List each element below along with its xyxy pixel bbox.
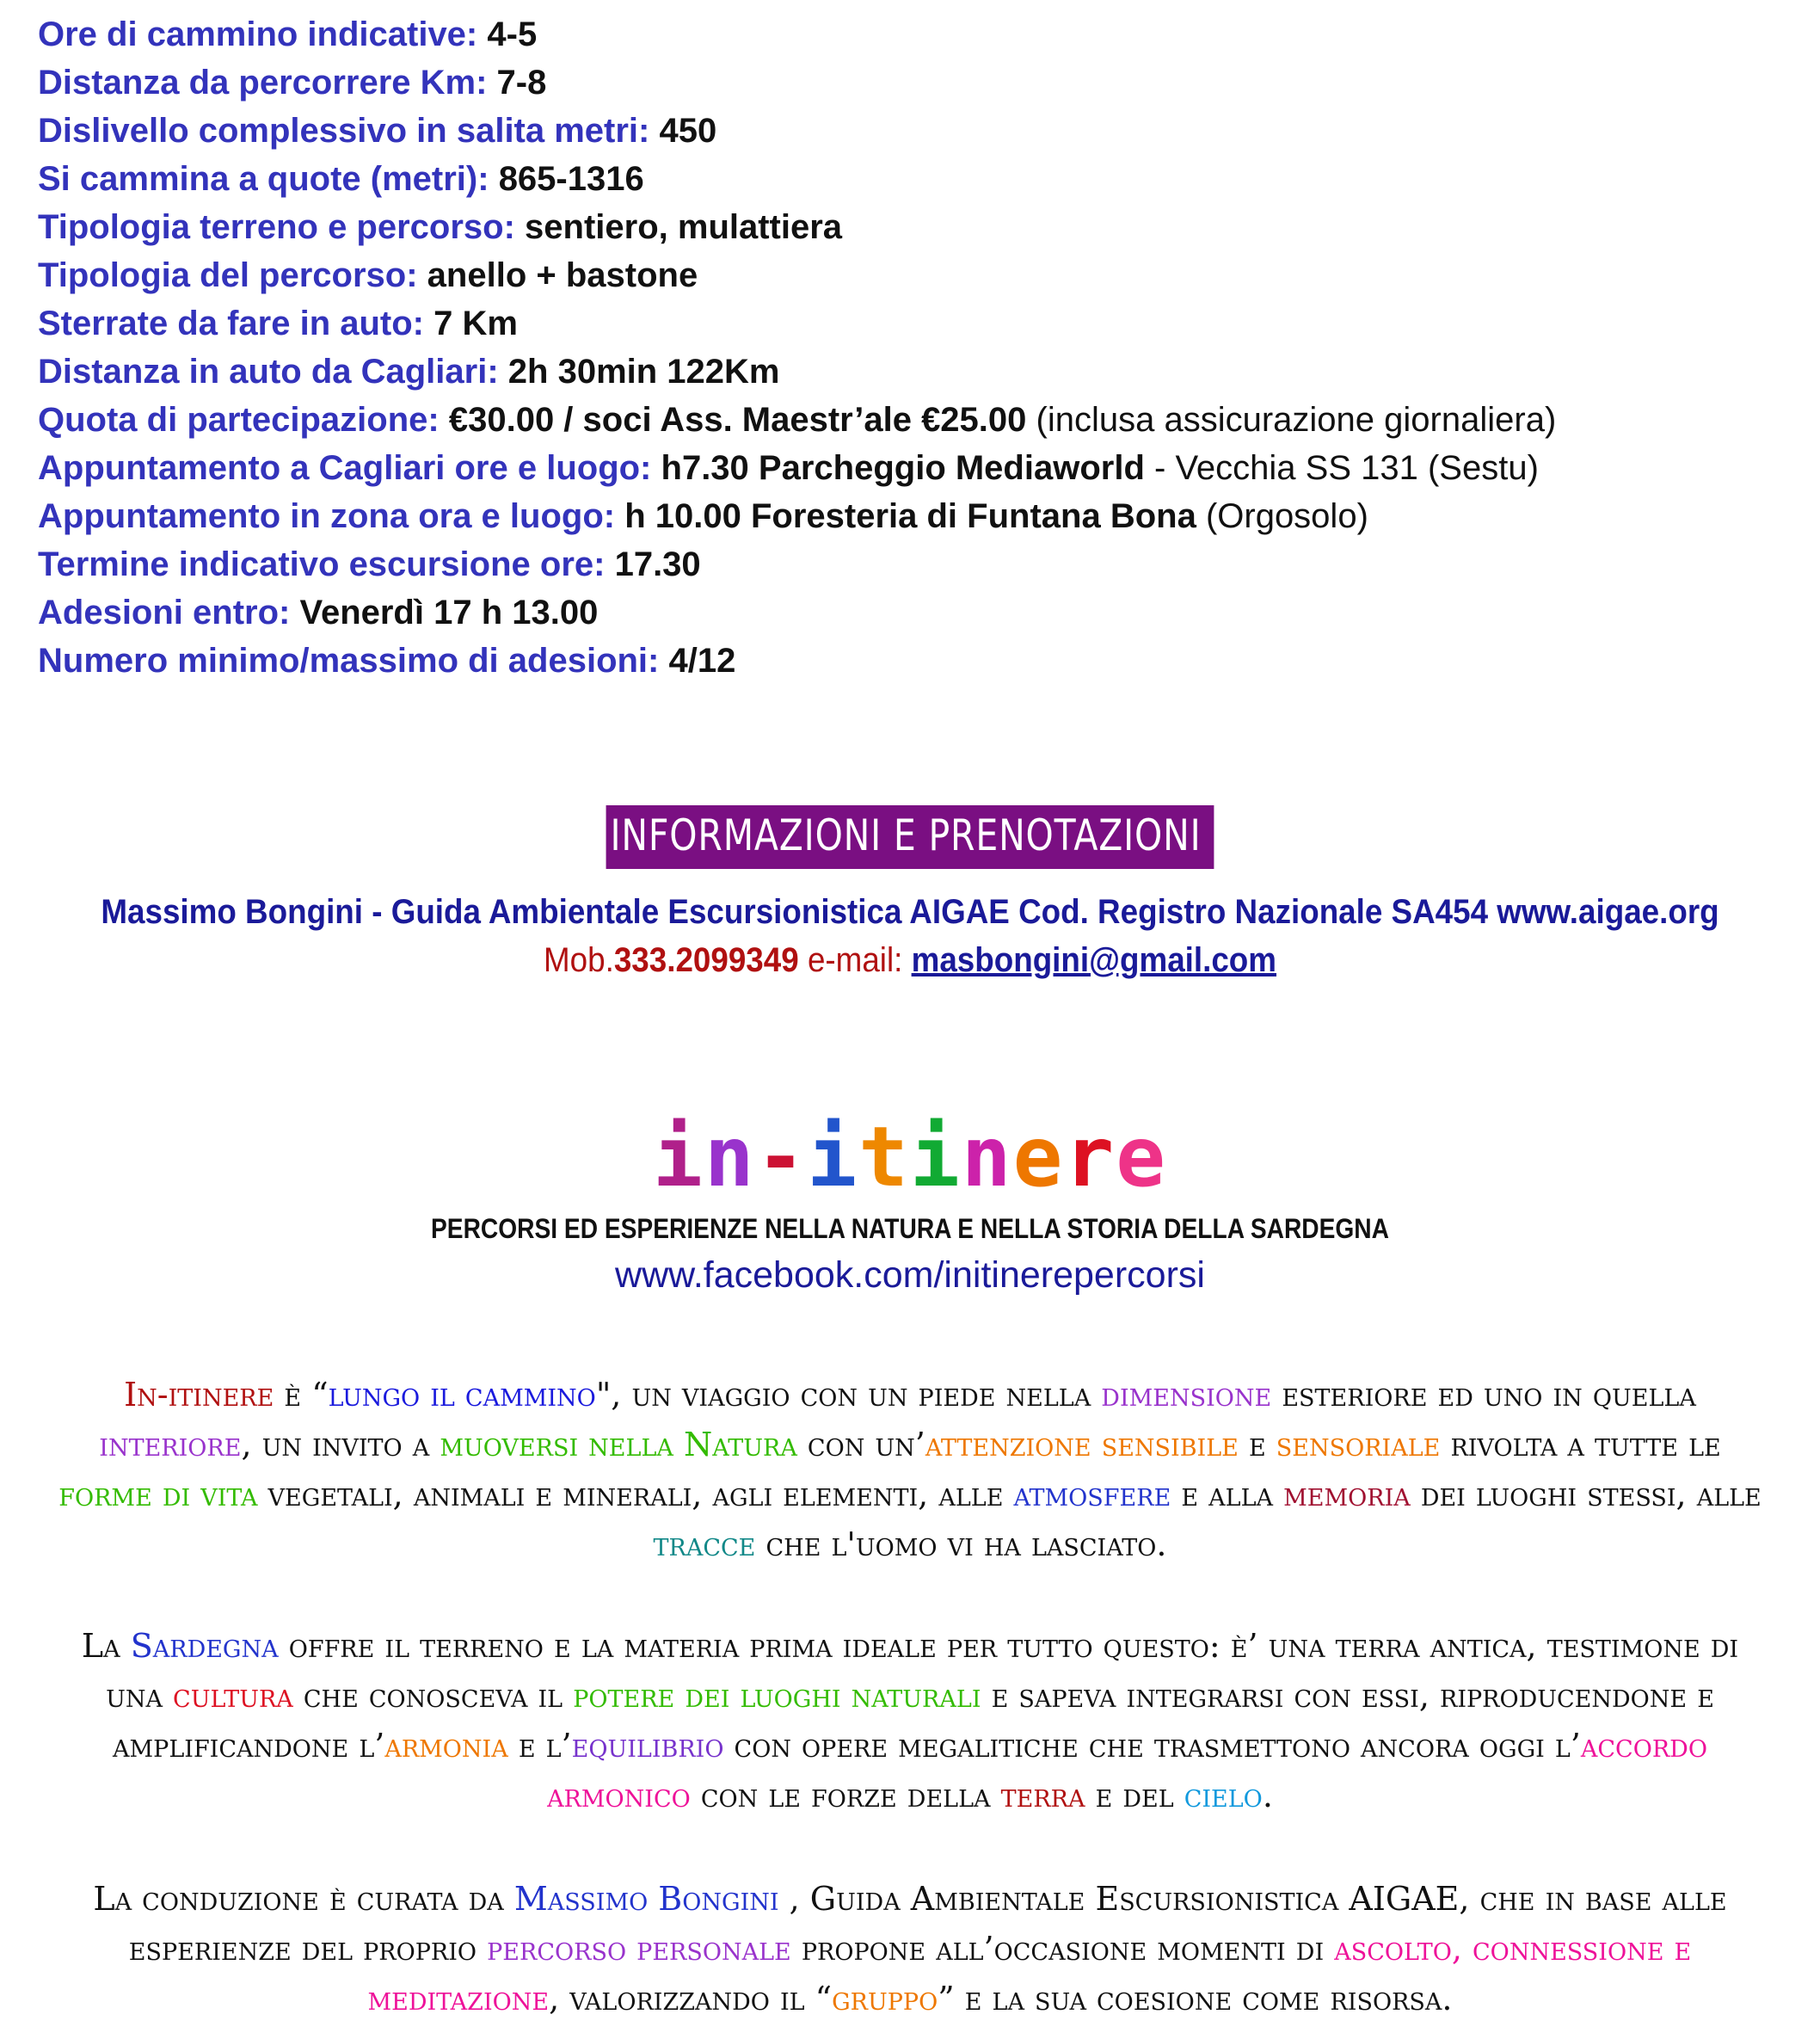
text-span: propone all’occasione momenti di [790,1930,1335,1968]
mobile-number: 333.2099349 [613,941,799,979]
info-heading [0,805,1820,869]
text-span: , Guida Ambientale Escursionistica AIGAE, che in base alle esperienze del proprio [128,1880,1727,1968]
detail-row-altitudes: Si cammina a quote (metri): 865-1316 [38,160,644,198]
text-span: percorso personale [487,1930,791,1968]
text-span: In-itinere [124,1376,274,1414]
text-span: con un’ [796,1426,925,1463]
text-span: lungo il cammino [328,1376,596,1414]
text-span: ", un viaggio con un piede nella [595,1376,1102,1414]
guide-credentials: Massimo Bongini - Guida Ambientale Escursionistica AIGAE Cod. Registro Nazionale SA454 www.aigae.org [101,893,1719,931]
text-span: memoria [1283,1475,1411,1513]
text-span: equilibrio [571,1727,724,1765]
logo-letter: - [755,1109,808,1205]
facebook-link[interactable]: www.facebook.com/initinerepercorsi [615,1254,1205,1296]
logo-letter: i [653,1109,704,1205]
text-span: e l’ [507,1727,572,1765]
text-span: accordo armonico [547,1727,1707,1814]
text-span: che l'uomo vi ha lasciato. [755,1525,1167,1563]
text-span: atmosfere [1013,1475,1171,1513]
logo-letter: n [704,1109,756,1205]
text-span: e sapeva integrarsi con essi, riproducendone e amplificandone l’ [113,1677,1714,1765]
text-span: muoversi nella Natura [440,1426,797,1463]
text-span: cielo [1184,1777,1263,1814]
detail-row-distance: Distanza da percorrere Km: 7-8 [38,64,547,102]
text-span: gruppo [832,1980,938,2018]
detail-row-meeting-area: Appuntamento in zona ora e luogo: h 10.00 Foresteria di Funtana Bona (Orgosolo) [38,497,1368,535]
text-span: vegetali, animali e minerali, agli elementi, alle [257,1475,1014,1513]
text-span: terra [1000,1777,1085,1814]
text-span: , valorizzando il “ [549,1980,833,2018]
in-itinere-logo [0,1110,1820,1204]
text-span: tracce [653,1525,756,1563]
detail-row-elevation-gain: Dislivello complessivo in salita metri: 450 [38,112,717,150]
email-label: e-mail: [807,941,903,979]
detail-row-route-type: Tipologia del percorso: anello + bastone [38,256,698,294]
text-span: ” e la sua coesione come risorsa. [938,1980,1453,2018]
sardinia-paragraph [52,1621,1768,1820]
detail-row-drive-distance: Distanza in auto da Cagliari: 2h 30min 122Km [38,353,780,391]
text-span: ascolto, connessione e meditazione [367,1930,1692,2018]
text-span: dei luoghi stessi, alle [1410,1475,1762,1513]
text-span: attenzione sensibile [925,1426,1239,1463]
text-span: Massimo Bongini [513,1880,779,1918]
text-span: interiore [99,1426,242,1463]
text-span: offre il terreno e la materia prima ideale per tutto questo: è’ una terra antica, testimone di una [106,1627,1739,1715]
text-span: sensoriale [1276,1426,1441,1463]
logo-letter: i [910,1109,962,1205]
text-span: Sardegna [130,1627,279,1665]
mobile-label: Mob. [543,941,614,979]
detail-row-end-time: Termine indicativo escursione ore: 17.30 [38,545,701,583]
text-span: e alla [1171,1475,1284,1513]
text-span: e [1238,1426,1276,1463]
text-span: che conosceva il [292,1677,574,1715]
detail-row-deadline: Adesioni entro: Venerdì 17 h 13.00 [38,594,599,631]
logo-letter: i [807,1109,859,1205]
logo-letter: e [1012,1109,1065,1205]
detail-row-fee: Quota di partecipazione: €30.00 / soci Ass. Maestr’ale €25.00 (inclusa assicurazione giornaliera) [38,401,1557,439]
detail-row-dirt-roads: Sterrate da fare in auto: 7 Km [38,305,518,342]
detail-row-participants: Numero minimo/massimo di adesioni: 4/12 [38,642,736,680]
detail-row-duration: Ore di cammino indicative: 4-5 [38,15,538,53]
logo-letter: t [858,1109,910,1205]
detail-row-meeting-cagliari: Appuntamento a Cagliari ore e luogo: h7.30 Parcheggio Mediaworld - Vecchia SS 131 (Sestu) [38,449,1539,487]
intro-paragraph [52,1370,1768,1569]
text-span: esteriore ed uno in quella [1271,1376,1696,1414]
text-span: , un invito a [241,1426,440,1463]
logo-letter: n [961,1109,1013,1205]
text-span: è “ [274,1376,329,1414]
tagline: PERCORSI ED ESPERIENZE NELLA NATURA E NELLA STORIA DELLA SARDEGNA [431,1213,1389,1244]
text-span: cultura [173,1677,293,1715]
guide-paragraph [52,1874,1768,2024]
info-heading-label: INFORMAZIONI E PRENOTAZIONI [606,805,1214,869]
trip-details [38,10,1775,685]
text-span: . [1262,1777,1273,1814]
text-span: forme di vita [58,1475,258,1513]
text-span: con opere megalitiche che trasmettono ancora oggi l’ [723,1727,1581,1765]
text-span: La conduzione è curata da [93,1880,514,1918]
contact-line [73,941,1748,980]
logo-letter: e [1116,1109,1167,1205]
text-span: rivolta a tutte le [1440,1426,1721,1463]
email-link[interactable]: masbongini@gmail.com [911,941,1277,979]
text-span: dimensione [1101,1376,1272,1414]
text-span: e del [1085,1777,1184,1814]
detail-row-terrain: Tipologia terreno e percorso: sentiero, mulattiera [38,208,843,246]
logo-letter: r [1064,1109,1116,1205]
text-span: con le forze della [690,1777,1001,1814]
text-span: La [81,1627,131,1665]
text-span: armonia [384,1727,508,1765]
text-span: potere dei luoghi naturali [573,1677,981,1715]
